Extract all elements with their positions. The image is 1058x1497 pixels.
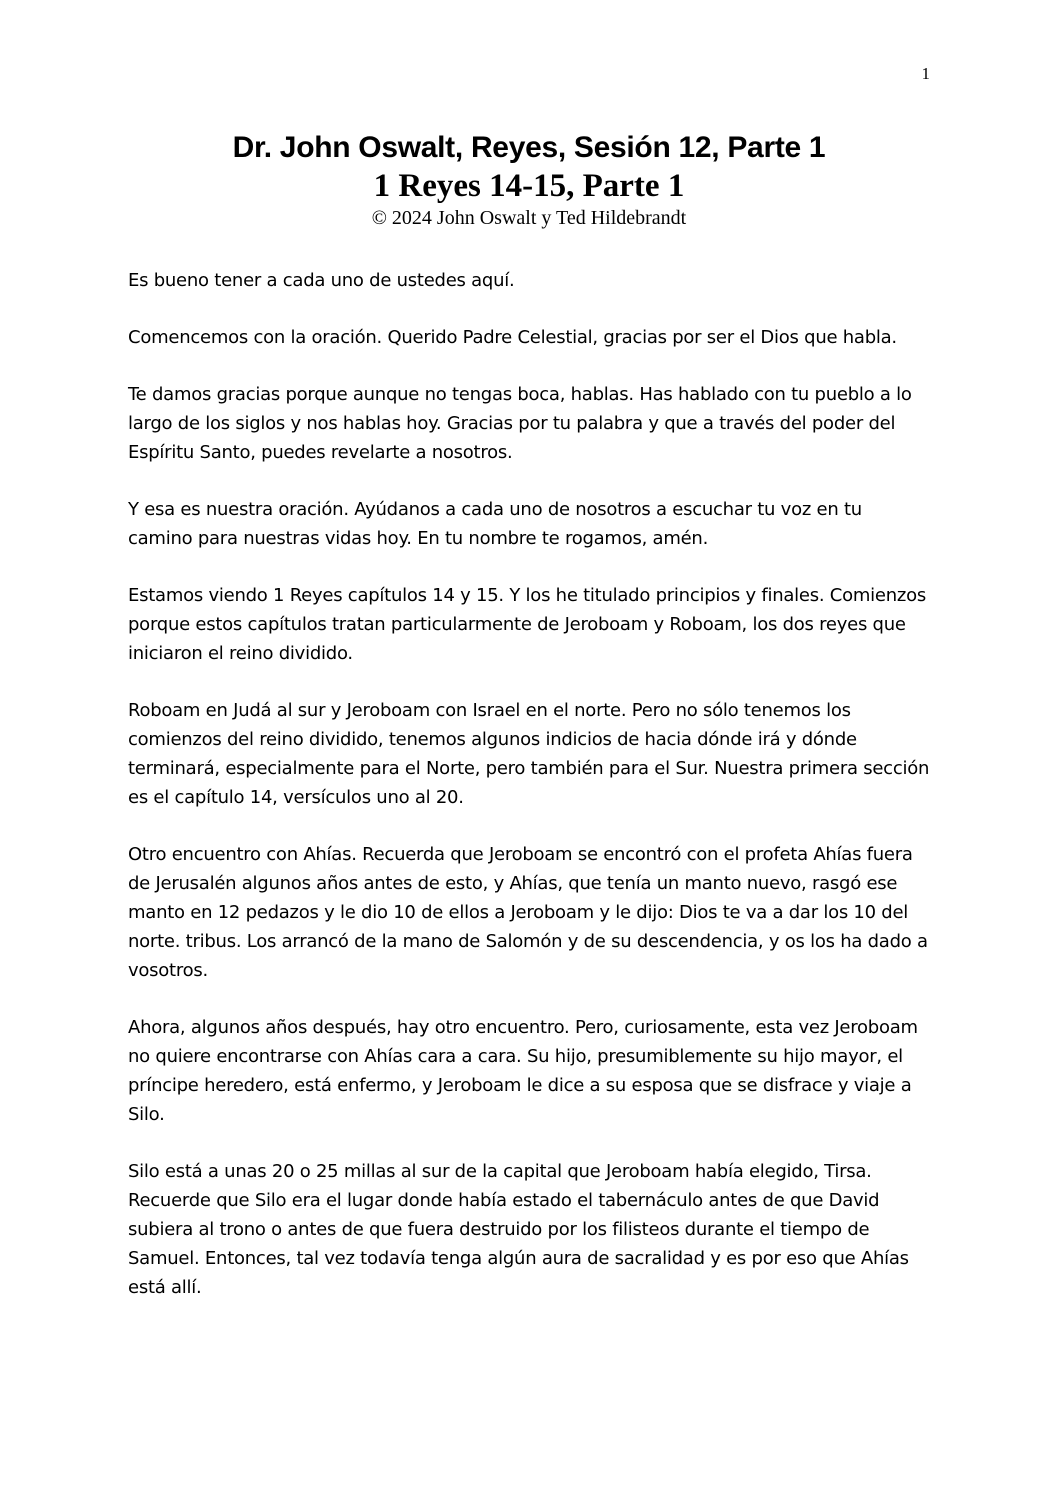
paragraph: Comencemos con la oración. Querido Padre Celestial, gracias por ser el Dios que habla. xyxy=(128,327,897,348)
copyright-notice: © 2024 John Oswalt y Ted Hildebrandt xyxy=(371,207,687,229)
paragraph: Otro encuentro con Ahías. Recuerda que Jeroboam se encontró con el profeta Ahías fuera de Jerusalén algunos años antes de esto, y Ahías, que tenía un manto nuevo, rasgó ese manto en 12 pedazos y le dio 10 de ellos a Jeroboam y le dijo: Dios te va a dar los 10 del norte. tribus. Los arrancó de la mano de Salomón y de su descendencia, y os los ha dado a vosotros. xyxy=(128,844,928,981)
paragraph: Te damos gracias porque aunque no tengas boca, hablas. Has hablado con tu pueblo a lo largo de los siglos y nos hablas hoy. Gracias por tu palabra y que a través del poder del Espíritu Santo, puedes revelarte a nosotros. xyxy=(128,384,912,463)
document-body xyxy=(128,266,930,1330)
paragraph: Estamos viendo 1 Reyes capítulos 14 y 15. Y los he titulado principios y finales. Comienzos porque estos capítulos tratan particularmente de Jeroboam y Roboam, los dos reyes que iniciaron el reino dividido. xyxy=(128,585,926,664)
page-number: 1 xyxy=(921,64,930,83)
document-title: Dr. John Oswalt, Reyes, Sesión 12, Parte 1 xyxy=(232,131,826,164)
document-subtitle: 1 Reyes 14-15, Parte 1 xyxy=(373,168,685,204)
paragraph: Es bueno tener a cada uno de ustedes aquí. xyxy=(128,270,515,291)
paragraph: Y esa es nuestra oración. Ayúdanos a cada uno de nosotros a escuchar tu voz en tu camino para nuestras vidas hoy. En tu nombre te rogamos, amén. xyxy=(128,499,862,549)
paragraph: Silo está a unas 20 o 25 millas al sur de la capital que Jeroboam había elegido, Tirsa. Recuerde que Silo era el lugar donde había estado el tabernáculo antes de que David subiera al trono o antes de que fuera destruido por los filisteos durante el tiempo de Samuel. Entonces, tal vez todavía tenga algún aura de sacralidad y es por eso que Ahías está allí. xyxy=(128,1161,909,1298)
document-header xyxy=(0,130,1058,230)
paragraph: Ahora, algunos años después, hay otro encuentro. Pero, curiosamente, esta vez Jeroboam no quiere encontrarse con Ahías cara a cara. Su hijo, presumiblemente su hijo mayor, el príncipe heredero, está enfermo, y Jeroboam le dice a su esposa que se disfrace y viaje a Silo. xyxy=(128,1017,918,1125)
paragraph: Roboam en Judá al sur y Jeroboam con Israel en el norte. Pero no sólo tenemos los comienzos del reino dividido, tenemos algunos indicios de hacia dónde irá y dónde terminará, especialmente para el Norte, pero también para el Sur. Nuestra primera sección es el capítulo 14, versículos uno al 20. xyxy=(128,700,930,808)
